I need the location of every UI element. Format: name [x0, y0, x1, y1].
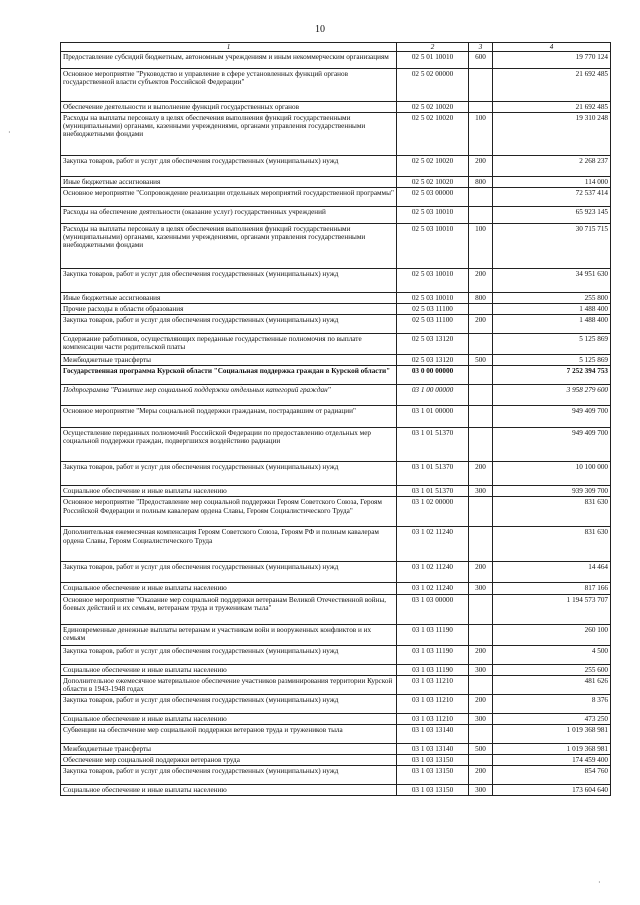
column-header-code: 2	[397, 43, 469, 52]
table-row	[61, 594, 611, 624]
row-name-cell: Расходы на обеспечение деятельности (оказание услуг) государственных учреждений	[61, 207, 397, 224]
row-amount-cell: 1 019 368 981	[493, 743, 611, 754]
table-row	[61, 355, 611, 366]
row-code-cell: 03 1 00 00000	[397, 385, 469, 406]
row-amount-cell: 173 604 640	[493, 784, 611, 795]
row-amount-cell: 1 194 573 707	[493, 594, 611, 624]
row-amount-cell: 255 800	[493, 293, 611, 304]
row-amount-cell: 2 268 237	[493, 156, 611, 177]
row-vr-cell: 300	[469, 583, 493, 594]
row-vr-cell	[469, 102, 493, 113]
table-body	[61, 52, 611, 796]
table-row	[61, 724, 611, 743]
table-row	[61, 765, 611, 784]
row-code-cell: 03 1 03 13140	[397, 724, 469, 743]
row-name-cell: Прочие расходы в области образования	[61, 304, 397, 315]
row-name-cell: Социальное обеспечение и иные выплаты населению	[61, 583, 397, 594]
budget-table	[60, 42, 611, 796]
row-code-cell: 03 1 02 11240	[397, 583, 469, 594]
table-row	[61, 385, 611, 406]
row-code-cell: 02 5 03 10010	[397, 293, 469, 304]
scan-mark: ·	[598, 878, 601, 887]
row-vr-cell	[469, 406, 493, 428]
row-vr-cell	[469, 304, 493, 315]
row-amount-cell: 260 100	[493, 624, 611, 645]
row-code-cell: 02 5 03 13120	[397, 355, 469, 366]
row-amount-cell: 114 000	[493, 177, 611, 188]
table-row	[61, 428, 611, 462]
row-code-cell: 03 1 03 13140	[397, 743, 469, 754]
row-code-cell: 02 5 02 10020	[397, 177, 469, 188]
row-code-cell: 03 1 03 11210	[397, 694, 469, 713]
row-name-cell: Межбюджетные трансферты	[61, 355, 397, 366]
table-row	[61, 743, 611, 754]
row-amount-cell: 939 309 700	[493, 486, 611, 497]
row-code-cell: 03 1 03 11210	[397, 713, 469, 724]
row-amount-cell: 854 760	[493, 765, 611, 784]
row-name-cell: Расходы на выплаты персоналу в целях обеспечения выполнения функций государственными (муниципальными) органами, казенными учреждениями, органами управления государственными внебюджетными фондами	[61, 224, 397, 269]
row-name-cell: Межбюджетные трансферты	[61, 743, 397, 754]
table-row	[61, 527, 611, 562]
row-vr-cell: 200	[469, 156, 493, 177]
row-vr-cell: 200	[469, 315, 493, 334]
row-code-cell: 03 1 03 13150	[397, 754, 469, 765]
row-name-cell: Закупка товаров, работ и услуг для обеспечения государственных (муниципальных) нужд	[61, 645, 397, 664]
table-row	[61, 784, 611, 795]
row-vr-cell: 200	[469, 694, 493, 713]
row-name-cell: Основное мероприятие "Оказание мер социальной поддержки ветеранам Великой Отечественной войны, боевых действий и их семьям, ветеранам труда и труженикам тыла"	[61, 594, 397, 624]
row-amount-cell: 3 958 279 600	[493, 385, 611, 406]
table-row	[61, 156, 611, 177]
row-vr-cell	[469, 497, 493, 527]
row-vr-cell: 600	[469, 52, 493, 69]
row-amount-cell: 817 166	[493, 583, 611, 594]
row-code-cell: 02 5 02 00000	[397, 69, 469, 102]
row-amount-cell: 949 409 700	[493, 428, 611, 462]
row-vr-cell: 100	[469, 224, 493, 269]
table-row	[61, 102, 611, 113]
row-name-cell: Социальное обеспечение и иные выплаты населению	[61, 784, 397, 795]
row-amount-cell: 4 500	[493, 645, 611, 664]
row-code-cell: 02 5 03 10010	[397, 224, 469, 269]
row-code-cell: 03 1 02 00000	[397, 497, 469, 527]
row-amount-cell: 30 715 715	[493, 224, 611, 269]
table-row	[61, 304, 611, 315]
row-name-cell: Основное мероприятие "Сопровождение реализации отдельных мероприятий государственной программы"	[61, 188, 397, 207]
row-code-cell: 03 1 03 11190	[397, 664, 469, 675]
row-code-cell: 02 5 03 10010	[397, 207, 469, 224]
row-code-cell: 02 5 02 10020	[397, 156, 469, 177]
row-name-cell: Закупка товаров, работ и услуг для обеспечения государственных (муниципальных) нужд	[61, 562, 397, 583]
row-name-cell: Закупка товаров, работ и услуг для обеспечения государственных (муниципальных) нужд	[61, 315, 397, 334]
row-amount-cell: 949 409 700	[493, 406, 611, 428]
row-amount-cell: 174 459 400	[493, 754, 611, 765]
table-row	[61, 406, 611, 428]
row-vr-cell	[469, 69, 493, 102]
row-name-cell: Основное мероприятие "Меры социальной поддержки гражданам, пострадавшим от радиации"	[61, 406, 397, 428]
row-vr-cell	[469, 334, 493, 355]
row-amount-cell: 831 630	[493, 497, 611, 527]
row-amount-cell: 19 770 124	[493, 52, 611, 69]
row-name-cell: Субвенции на обеспечение мер социальной поддержки ветеранов труда и тружеников тыла	[61, 724, 397, 743]
table-row	[61, 269, 611, 293]
row-code-cell: 03 0 00 00000	[397, 366, 469, 385]
row-name-cell: Подпрограмма "Развитие мер социальной поддержки отдельных категорий граждан"	[61, 385, 397, 406]
row-name-cell: Государственная программа Курской области "Социальная поддержка граждан в Курской области"	[61, 366, 397, 385]
table-row	[61, 366, 611, 385]
row-vr-cell: 200	[469, 765, 493, 784]
table-row	[61, 624, 611, 645]
table-row	[61, 224, 611, 269]
row-name-cell: Закупка товаров, работ и услуг для обеспечения государственных (муниципальных) нужд	[61, 269, 397, 293]
row-name-cell: Социальное обеспечение и иные выплаты населению	[61, 486, 397, 497]
row-vr-cell: 500	[469, 743, 493, 754]
table-row	[61, 675, 611, 694]
row-amount-cell: 831 630	[493, 527, 611, 562]
row-code-cell: 02 5 01 10010	[397, 52, 469, 69]
row-vr-cell: 200	[469, 462, 493, 486]
row-vr-cell: 100	[469, 113, 493, 156]
row-vr-cell	[469, 675, 493, 694]
table-row	[61, 334, 611, 355]
row-code-cell: 03 1 03 13150	[397, 765, 469, 784]
row-code-cell: 03 1 01 51370	[397, 486, 469, 497]
table-row	[61, 562, 611, 583]
row-code-cell: 03 1 03 13150	[397, 784, 469, 795]
table-row	[61, 497, 611, 527]
table-row	[61, 69, 611, 102]
column-header-vr: 3	[469, 43, 493, 52]
table-row	[61, 52, 611, 69]
scan-mark: ·	[8, 128, 11, 137]
row-vr-cell	[469, 188, 493, 207]
row-vr-cell: 500	[469, 355, 493, 366]
row-code-cell: 02 5 03 11100	[397, 304, 469, 315]
row-vr-cell: 300	[469, 784, 493, 795]
row-name-cell: Дополнительная ежемесячная компенсация Героям Советского Союза, Героям РФ и полным кавалерам ордена Славы, Героям Социалистического Труда	[61, 527, 397, 562]
column-header-amount: 4	[493, 43, 611, 52]
row-vr-cell: 800	[469, 177, 493, 188]
row-code-cell: 03 1 03 11190	[397, 645, 469, 664]
row-name-cell: Иные бюджетные ассигнования	[61, 293, 397, 304]
row-vr-cell	[469, 428, 493, 462]
row-vr-cell	[469, 207, 493, 224]
row-name-cell: Обеспечение деятельности и выполнение функций государственных органов	[61, 102, 397, 113]
row-name-cell: Закупка товаров, работ и услуг для обеспечения государственных (муниципальных) нужд	[61, 156, 397, 177]
row-vr-cell: 800	[469, 293, 493, 304]
table-row	[61, 113, 611, 156]
row-name-cell: Единовременные денежные выплаты ветеранам и участникам войн и вооруженных конфликтов и их семьям	[61, 624, 397, 645]
row-code-cell: 02 5 03 11100	[397, 315, 469, 334]
row-code-cell: 03 1 03 11210	[397, 675, 469, 694]
row-name-cell: Предоставление субсидий бюджетным, автономным учреждениям и иным некоммерческим организациям	[61, 52, 397, 69]
row-code-cell: 03 1 02 11240	[397, 562, 469, 583]
table-row	[61, 462, 611, 486]
row-code-cell: 02 5 02 10020	[397, 102, 469, 113]
row-amount-cell: 1 019 368 981	[493, 724, 611, 743]
row-amount-cell: 21 692 485	[493, 102, 611, 113]
row-amount-cell: 34 951 630	[493, 269, 611, 293]
table-row	[61, 315, 611, 334]
page-number: 10	[315, 24, 325, 35]
row-amount-cell: 19 310 248	[493, 113, 611, 156]
row-amount-cell: 8 376	[493, 694, 611, 713]
row-vr-cell	[469, 366, 493, 385]
row-name-cell: Обеспечение мер социальной поддержки ветеранов труда	[61, 754, 397, 765]
table-row	[61, 486, 611, 497]
row-name-cell: Расходы на выплаты персоналу в целях обеспечения выполнения функций государственными (муниципальными) органами, казенными учреждениями, органами управления государственными внебюджетными фондами	[61, 113, 397, 156]
table-row	[61, 293, 611, 304]
row-code-cell: 02 5 03 00000	[397, 188, 469, 207]
row-vr-cell: 200	[469, 269, 493, 293]
row-code-cell: 03 1 02 11240	[397, 527, 469, 562]
row-vr-cell: 200	[469, 562, 493, 583]
row-amount-cell: 481 626	[493, 675, 611, 694]
row-code-cell: 02 5 02 10020	[397, 113, 469, 156]
row-code-cell: 03 1 01 00000	[397, 406, 469, 428]
table-row	[61, 754, 611, 765]
row-amount-cell: 14 464	[493, 562, 611, 583]
row-vr-cell	[469, 624, 493, 645]
table-row	[61, 664, 611, 675]
row-name-cell: Дополнительное ежемесячное материальное обеспечение участников разминирования территории Курской области в 1943-1948 годах	[61, 675, 397, 694]
row-vr-cell	[469, 724, 493, 743]
row-vr-cell: 200	[469, 645, 493, 664]
table-row	[61, 583, 611, 594]
row-amount-cell: 255 600	[493, 664, 611, 675]
row-amount-cell: 7 252 394 753	[493, 366, 611, 385]
row-amount-cell: 65 923 145	[493, 207, 611, 224]
row-code-cell: 03 1 01 51370	[397, 428, 469, 462]
row-amount-cell: 473 250	[493, 713, 611, 724]
row-name-cell: Основное мероприятие "Руководство и управление в сфере установленных функций органов государственной власти субъектов Российской Федерации"	[61, 69, 397, 102]
row-code-cell: 02 5 03 10010	[397, 269, 469, 293]
table-row	[61, 207, 611, 224]
row-name-cell: Основное мероприятие "Предоставление мер социальной поддержки Героям Советского Союза, Героям Российской Федерации и полным кавалерам ордена Славы, Героям Социалистического Труда"	[61, 497, 397, 527]
row-amount-cell: 21 692 485	[493, 69, 611, 102]
row-vr-cell	[469, 594, 493, 624]
row-amount-cell: 72 537 414	[493, 188, 611, 207]
row-vr-cell: 300	[469, 486, 493, 497]
table-header-row	[61, 43, 611, 52]
table-row	[61, 694, 611, 713]
row-vr-cell	[469, 385, 493, 406]
row-name-cell: Социальное обеспечение и иные выплаты населению	[61, 713, 397, 724]
row-vr-cell	[469, 527, 493, 562]
row-name-cell: Закупка товаров, работ и услуг для обеспечения государственных (муниципальных) нужд	[61, 462, 397, 486]
table-row	[61, 188, 611, 207]
row-vr-cell: 300	[469, 713, 493, 724]
column-header-name: 1	[61, 43, 397, 52]
row-name-cell: Содержание работников, осуществляющих переданные государственные полномочия по выплате компенсации части родительской платы	[61, 334, 397, 355]
row-vr-cell	[469, 754, 493, 765]
row-name-cell: Осуществление переданных полномочий Российской Федерации по предоставлению отдельных мер социальной поддержки граждан, подвергшихся воздействию радиации	[61, 428, 397, 462]
row-name-cell: Иные бюджетные ассигнования	[61, 177, 397, 188]
table-row	[61, 177, 611, 188]
table-row	[61, 645, 611, 664]
row-amount-cell: 5 125 869	[493, 355, 611, 366]
row-vr-cell: 300	[469, 664, 493, 675]
row-code-cell: 03 1 01 51370	[397, 462, 469, 486]
row-amount-cell: 10 100 000	[493, 462, 611, 486]
row-name-cell: Социальное обеспечение и иные выплаты населению	[61, 664, 397, 675]
row-code-cell: 03 1 03 11190	[397, 624, 469, 645]
table-row	[61, 713, 611, 724]
row-name-cell: Закупка товаров, работ и услуг для обеспечения государственных (муниципальных) нужд	[61, 694, 397, 713]
row-amount-cell: 1 488 400	[493, 315, 611, 334]
row-name-cell: Закупка товаров, работ и услуг для обеспечения государственных (муниципальных) нужд	[61, 765, 397, 784]
row-amount-cell: 5 125 869	[493, 334, 611, 355]
row-amount-cell: 1 488 400	[493, 304, 611, 315]
row-code-cell: 02 5 03 13120	[397, 334, 469, 355]
row-code-cell: 03 1 03 00000	[397, 594, 469, 624]
